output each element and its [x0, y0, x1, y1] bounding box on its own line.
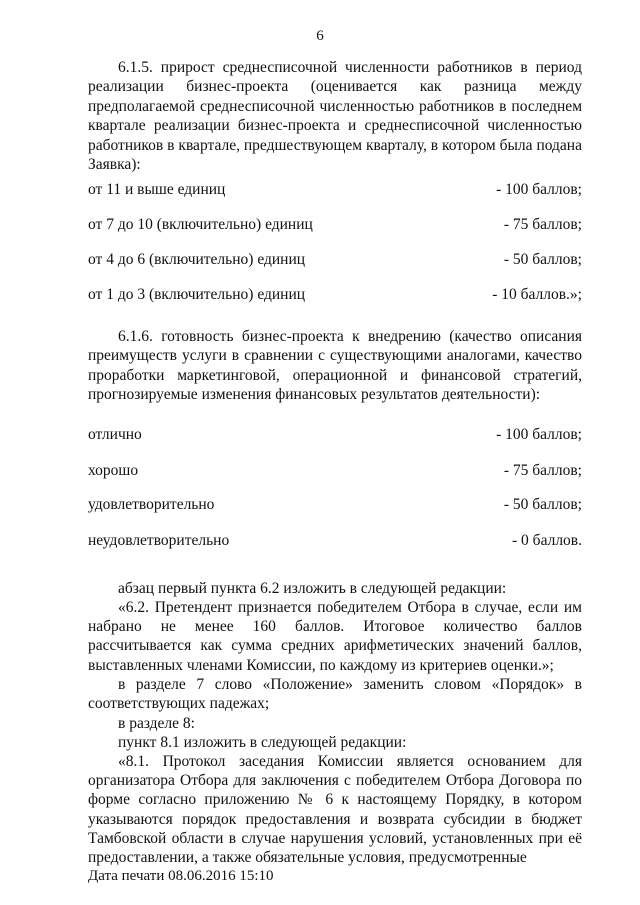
score-row — [88, 180, 582, 199]
amendment-intro-6-2: абзац первый пункта 6.2 изложить в следующей редакции: — [118, 580, 507, 597]
amendment-8-1-text: «8.1. Протокол заседания Комиссии является основанием для организатора Отбора для заключения с победителем Отбора Договора по форме согласно приложению № 6 к настоящему Порядку, в котором указываются порядок предоставления и возврата субсидии в бюджет Тамбовской области в случае нарушения условий, установленных при её предоставлении, а также обязательные условия, предусмотренные — [88, 753, 582, 867]
score-value: - 10 баллов.»; — [492, 286, 582, 303]
score-label: хорошо — [88, 462, 139, 479]
score-value: - 50 баллов; — [503, 251, 582, 268]
score-label: от 7 до 10 (включительно) единиц — [88, 216, 313, 233]
amendment-6-2-text: «6.2. Претендент признается победителем Отбора в случае, если им набрано не менее 160 баллов. Итоговое количество баллов рассчитывается как сумма средних арифметических значений баллов, выставленных членами Комиссии, по каждому из критериев оценки.»; — [88, 599, 582, 674]
score-value: - 100 баллов; — [496, 181, 582, 198]
score-value: - 75 баллов; — [503, 462, 582, 479]
score-label: от 1 до 3 (включительно) единиц — [88, 286, 306, 303]
score-row — [88, 285, 582, 304]
score-value: - 50 баллов; — [503, 496, 582, 513]
score-label: удовлетворительно — [88, 496, 215, 513]
print-date-footer: Дата печати 08.06.2016 15:10 — [88, 868, 274, 884]
score-label: от 4 до 6 (включительно) единиц — [88, 251, 306, 268]
score-value: - 100 баллов; — [496, 426, 582, 443]
amendment-8-1-intro: пункт 8.1 изложить в следующей редакции: — [118, 734, 407, 751]
amendment-section-7: в разделе 7 слово «Положение» заменить словом «Порядок» в соответствующих падежах; — [88, 676, 582, 713]
score-row — [88, 461, 582, 480]
amendment-section-8: в разделе 8: — [118, 715, 195, 732]
page-number: 6 — [316, 28, 324, 44]
score-row — [88, 495, 582, 514]
score-value: - 0 баллов. — [512, 532, 582, 549]
score-row — [88, 425, 582, 444]
score-label: неудовлетворительно — [88, 532, 230, 549]
score-row — [88, 215, 582, 234]
score-row — [88, 531, 582, 550]
paragraph-6-1-6: 6.1.6. готовность бизнес-проекта к внедрению (качество описания преимуществ услуги в сравнении с существующими аналогами, качество проработки маркетинговой, операционной и финансовой стратегий, прогнозируемые изменения финансовых результатов деятельности): — [88, 328, 582, 404]
score-row — [88, 250, 582, 269]
score-label: отлично — [88, 426, 142, 443]
score-label: от 11 и выше единиц — [88, 181, 226, 198]
paragraph-6-1-5: 6.1.5. прирост среднесписочной численности работников в период реализации бизнес-проекта (оценивается как разница между предполагаемой среднесписочной численностью работников в последнем квартале реализации бизнес-проекта и среднесписочной численностью работников в квартале, предшествующем кварталу, в котором была подана Заявка): — [88, 59, 582, 174]
score-value: - 75 баллов; — [503, 216, 582, 233]
